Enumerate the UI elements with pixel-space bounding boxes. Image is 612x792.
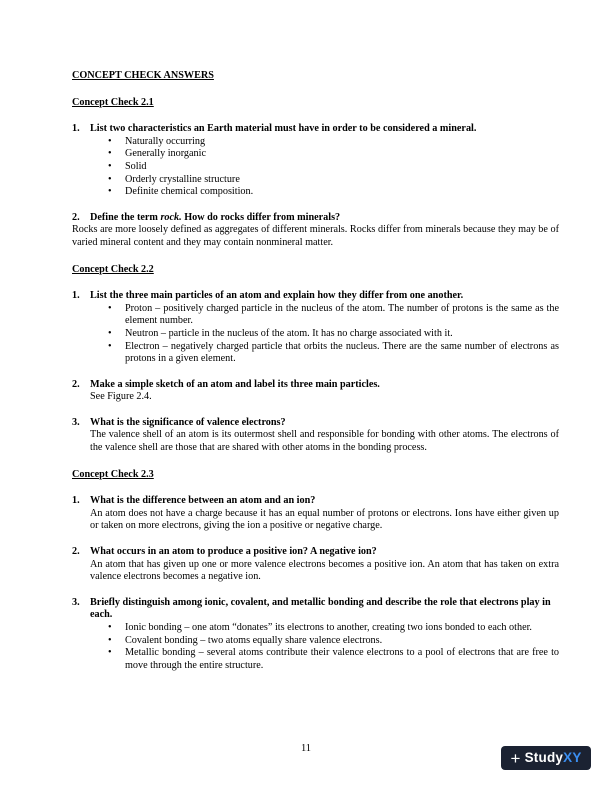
list-item: • Orderly crystalline structure <box>108 173 240 185</box>
list-item: • Covalent bonding – two atoms equally share valence electrons. <box>108 634 383 646</box>
question-text: What occurs in an atom to produce a positive ion? A negative ion? <box>90 546 377 558</box>
section-heading-2-1: Concept Check 2.1 <box>72 96 154 108</box>
bullet-icon: • <box>108 173 112 185</box>
answer-bullet-list <box>72 303 559 366</box>
answer-text: Rocks are more loosely defined as aggregates of different minerals. Rocks differ from minerals because they may be of varied mineral content and they may contain nonmineral matter. <box>72 224 559 248</box>
answer-bullet-list <box>72 622 559 672</box>
question-2-2-1 <box>72 290 559 303</box>
bullet-icon: • <box>108 622 112 633</box>
answer-text: An atom that has given up one or more valence electrons becomes a positive ion. An atom that has taken on extra valence electrons becomes a negative ion. <box>90 558 559 583</box>
question-number: 1. <box>72 123 80 135</box>
question-text: Make a simple sketch of an atom and label its three main particles. <box>90 378 380 390</box>
question-2-1-2 <box>72 212 559 225</box>
list-item: • Naturally occurring <box>108 135 206 147</box>
document-title: CONCEPT CHECK ANSWERS <box>72 70 214 81</box>
bullet-icon: • <box>108 302 112 314</box>
logo-text-xy: XY <box>563 749 582 765</box>
question-text: List two characteristics an Earth material must have in order to be considered a mineral. <box>90 123 477 135</box>
question-number: 2. <box>72 378 80 390</box>
question-2-1-1 <box>72 123 559 136</box>
list-item: • Definite chemical composition. <box>108 186 254 198</box>
section-heading-2-2: Concept Check 2.2 <box>72 263 154 275</box>
list-item: • Solid <box>108 160 147 172</box>
question-number: 1. <box>72 290 80 302</box>
emphasized-term: rock. <box>160 211 182 223</box>
bullet-icon: • <box>108 160 112 172</box>
list-item: • Generally inorganic <box>108 148 206 160</box>
question-number: 2. <box>72 546 80 558</box>
bullet-icon: • <box>108 135 112 147</box>
list-item: • Ionic bonding – one atom “donates” its electrons to another, creating two ions bonded to each other. <box>108 622 532 633</box>
question-text: What is the difference between an atom and an ion? <box>90 495 316 507</box>
section-heading-2-3: Concept Check 2.3 <box>72 468 154 480</box>
plus-icon: + <box>510 748 521 768</box>
answer-text: An atom does not have a charge because it has an equal number of protons or electrons. Ions have either given up or taken on more electrons, giving the ion a positive or negative charge. <box>90 507 559 532</box>
question-number: 3. <box>72 416 80 428</box>
bullet-icon: • <box>108 186 112 198</box>
question-text: What is the significance of valence electrons? <box>90 416 286 428</box>
question-2-3-1 <box>72 495 559 508</box>
bullet-icon: • <box>108 340 112 352</box>
question-2-3-2 <box>72 546 559 559</box>
question-2-3-3 <box>72 597 559 622</box>
question-text: List the three main particles of an atom and explain how they differ from one another. <box>90 290 464 302</box>
logo-text-study: Study <box>524 749 564 765</box>
bullet-icon: • <box>108 647 112 659</box>
question-number: 3. <box>72 596 80 608</box>
list-item: • Neutron – particle in the nucleus of the atom. It has no charge associated with it. <box>108 327 453 339</box>
list-item: • Proton – positively charged particle in the nucleus of the atom. The number of protons is the same as the element number. <box>108 302 559 327</box>
question-text: Briefly distinguish among ionic, covalent, and metallic bonding and describe the role that electrons play in each. <box>90 596 551 621</box>
bullet-icon: • <box>108 634 112 646</box>
studyxy-logo <box>501 746 591 770</box>
question-2-2-3 <box>72 417 559 430</box>
document-page <box>72 70 559 672</box>
page-number: 11 <box>300 743 312 754</box>
bullet-icon: • <box>108 327 112 339</box>
answer-text: The valence shell of an atom is its outermost shell and responsible for bonding with other atoms. The electrons of the valence shell are those that are shared with other atoms in the bonding process. <box>90 429 559 454</box>
list-item: • Electron – negatively charged particle that orbits the nucleus. There are the same number of electrons as protons in a given element. <box>108 340 559 365</box>
list-item: • Metallic bonding – several atoms contribute their valence electrons to a pool of electrons that are free to move through the entire structure. <box>108 647 559 671</box>
answer-text: See Figure 2.4. <box>90 391 152 403</box>
bullet-icon: • <box>108 148 112 160</box>
question-number: 1. <box>72 495 80 507</box>
question-2-2-2 <box>72 379 559 392</box>
answer-bullet-list <box>72 136 559 199</box>
question-number: 2. <box>72 211 80 223</box>
question-text: Define the term rock. How do rocks differ from minerals? <box>90 211 341 223</box>
